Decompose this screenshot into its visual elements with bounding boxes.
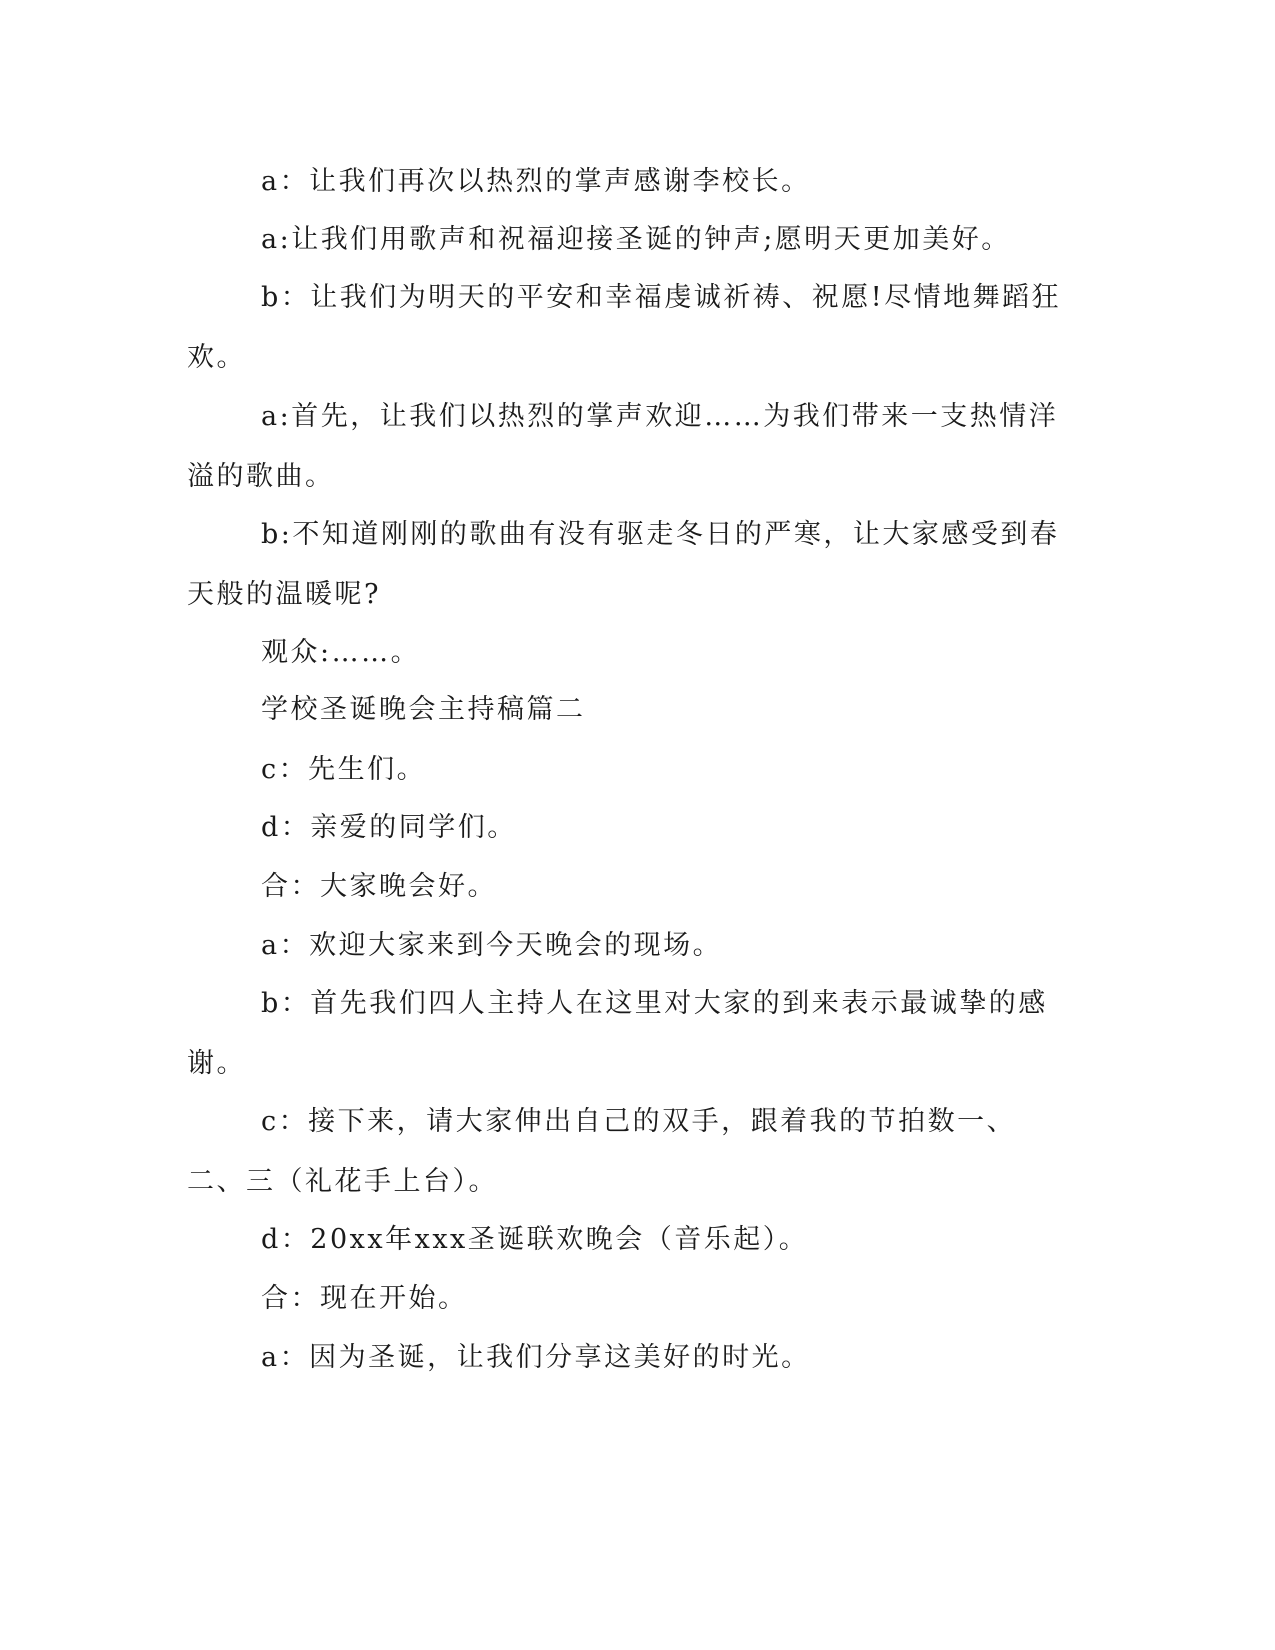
- paragraph: d：20xx年xxx圣诞联欢晚会（音乐起）。: [261, 1224, 809, 1255]
- paragraph: d：亲爱的同学们。: [261, 812, 517, 843]
- paragraph: a：让我们再次以热烈的掌声感谢李校长。: [261, 166, 811, 197]
- paragraph: 合：现在开始。: [261, 1283, 468, 1314]
- paragraph: a:首先，让我们以热烈的掌声欢迎……为我们带来一支热情洋溢的歌曲。: [187, 401, 1059, 492]
- paragraph: c：先生们。: [261, 754, 427, 785]
- paragraph: a：欢迎大家来到今天晚会的现场。: [261, 930, 723, 961]
- paragraph: 观众:……。: [261, 637, 421, 668]
- paragraph: b：让我们为明天的平安和幸福虔诚祈祷、祝愿!尽情地舞蹈狂欢。: [187, 282, 1062, 373]
- paragraph: b：首先我们四人主持人在这里对大家的到来表示最诚挚的感谢。: [187, 988, 1048, 1079]
- paragraph: b:不知道刚刚的歌曲有没有驱走冬日的严寒，让大家感受到春天般的温暖呢?: [187, 519, 1060, 610]
- section-heading: 学校圣诞晚会主持稿篇二: [261, 694, 586, 725]
- paragraph: a：因为圣诞，让我们分享这美好的时光。: [261, 1342, 811, 1373]
- paragraph: c：接下来，请大家伸出自己的双手，跟着我的节拍数一、二、三（礼花手上台）。: [187, 1106, 1017, 1197]
- paragraph: a:让我们用歌声和祝福迎接圣诞的钟声;愿明天更加美好。: [261, 224, 1011, 255]
- paragraph: 合：大家晚会好。: [261, 871, 497, 902]
